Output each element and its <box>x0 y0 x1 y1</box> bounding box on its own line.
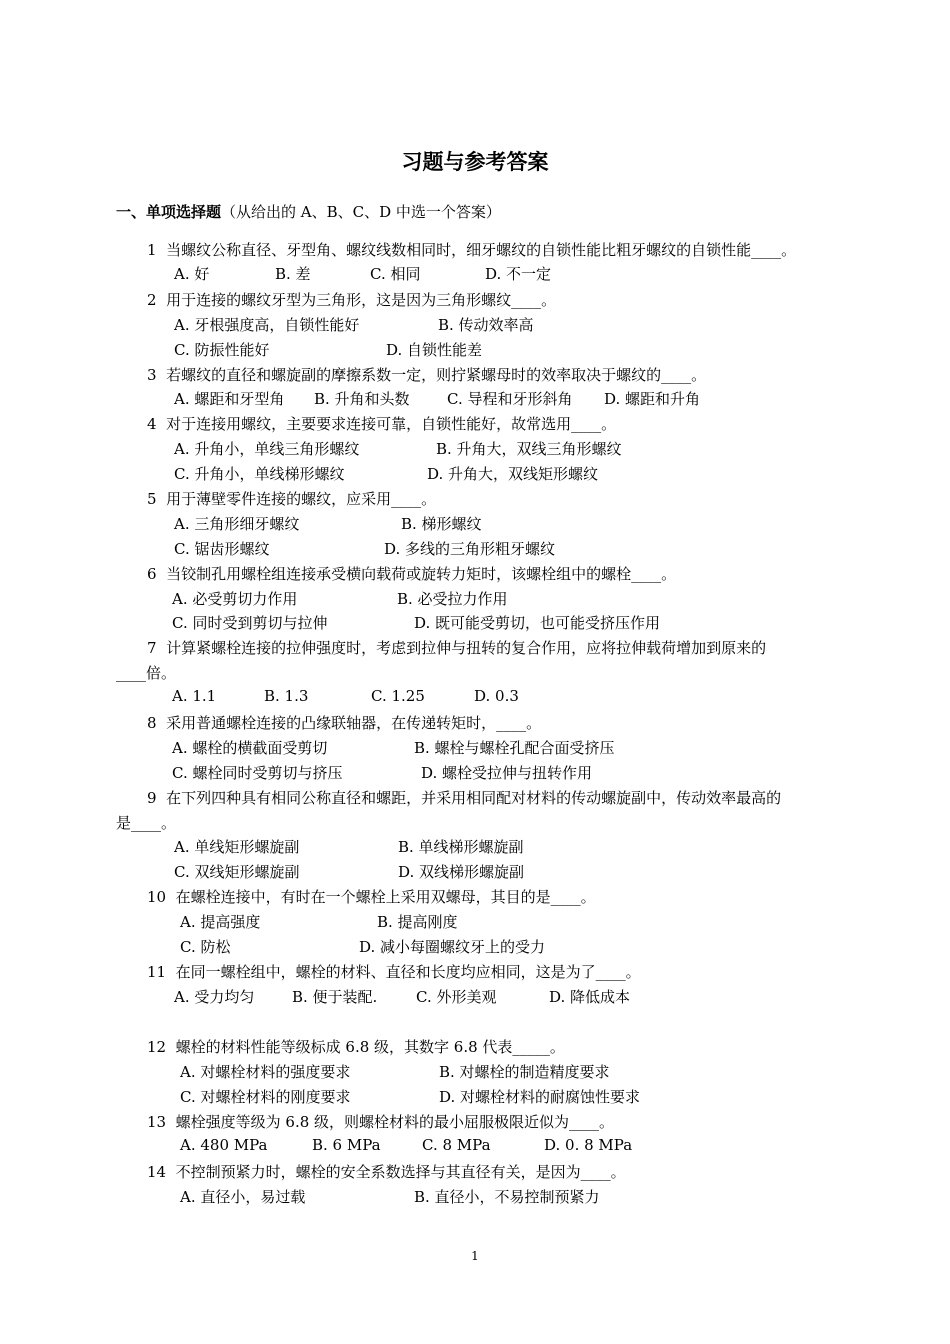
option: A. 直径小，易过载 <box>180 1188 306 1206</box>
option: A. 对螺栓材料的强度要求 <box>180 1063 351 1081</box>
option: D. 0.3 <box>474 687 519 705</box>
option: A. 1.1 <box>172 687 217 705</box>
option: B. 提高刚度 <box>377 913 458 931</box>
question-9: 9 在下列四种具有相同公称直径和螺距，并采用相同配对材料的传动螺旋副中，传动效率最高的 <box>147 789 782 807</box>
option: D. 螺栓受拉伸与扭转作用 <box>421 764 593 782</box>
option: C. 锯齿形螺纹 <box>174 540 270 558</box>
page-number: 1 <box>471 1249 479 1263</box>
option: C. 导程和牙形斜角 <box>447 390 573 408</box>
option: B. 1.3 <box>264 687 309 705</box>
option: A. 受力均匀 <box>174 988 255 1006</box>
option: A. 必受剪切力作用 <box>172 590 298 608</box>
option: A. 480 MPa <box>180 1136 268 1154</box>
question-8: 8 采用普通螺栓连接的凸缘联轴器，在传递转矩时，____。 <box>147 714 542 732</box>
option: A. 单线矩形螺旋副 <box>174 838 300 856</box>
option: A. 螺栓的横截面受剪切 <box>172 739 328 757</box>
option: D. 减小每圈螺纹牙上的受力 <box>359 938 546 956</box>
option: C. 双线矩形螺旋副 <box>174 863 300 881</box>
option: D. 升角大，双线矩形螺纹 <box>427 465 599 483</box>
question-7: 7 计算紧螺栓连接的拉伸强度时，考虑到拉伸与扭转的复合作用，应将拉伸载荷增加到原来的 <box>147 639 767 657</box>
question-14: 14 不控制预紧力时，螺栓的安全系数选择与其直径有关，是因为____。 <box>147 1163 626 1181</box>
option: A. 螺距和牙型角 <box>174 390 285 408</box>
section-heading <box>116 201 501 222</box>
option: C. 8 MPa <box>422 1136 491 1154</box>
option: D. 0. 8 MPa <box>544 1136 633 1154</box>
option: C. 1.25 <box>371 687 425 705</box>
question-4: 4 对于连接用螺纹，主要要求连接可靠，自锁性能好，故常选用____。 <box>147 415 617 433</box>
question-10: 10 在螺栓连接中，有时在一个螺栓上采用双螺母，其目的是____。 <box>147 888 596 906</box>
option: C. 升角小，单线梯形螺纹 <box>174 465 345 483</box>
question-2: 2 用于连接的螺纹牙型为三角形，这是因为三角形螺纹____。 <box>147 291 557 309</box>
option: B. 差 <box>275 265 311 283</box>
option: B. 升角和头数 <box>314 390 410 408</box>
question-1: 1 当螺纹公称直径、牙型角、螺纹线数相同时，细牙螺纹的自锁性能比粗牙螺纹的自锁性能____。 <box>147 241 797 259</box>
question-12: 12 螺栓的材料性能等级标成 6.8 级，其数字 6.8 代表_____。 <box>147 1038 565 1056</box>
option: A. 好 <box>174 265 210 283</box>
option: B. 便于装配. <box>292 988 378 1006</box>
option: D. 螺距和升角 <box>604 390 701 408</box>
option: C. 对螺栓材料的刚度要求 <box>180 1088 351 1106</box>
option: B. 6 MPa <box>312 1136 381 1154</box>
option: B. 直径小，不易控制预紧力 <box>414 1188 600 1206</box>
option: C. 防松 <box>180 938 231 956</box>
option: B. 单线梯形螺旋副 <box>398 838 524 856</box>
question-3: 3 若螺纹的直径和螺旋副的摩擦系数一定，则拧紧螺母时的效率取决于螺纹的____。 <box>147 366 707 384</box>
section-title: 一、单项选择题 <box>116 203 222 221</box>
section-note: （从给出的 A、B、C、D 中选一个答案） <box>221 203 501 221</box>
option: C. 同时受到剪切与拉伸 <box>172 614 328 632</box>
option: C. 螺栓同时受剪切与挤压 <box>172 764 343 782</box>
option: D. 不一定 <box>485 265 552 283</box>
question-11: 11 在同一螺栓组中，螺栓的材料、直径和长度均应相同，这是为了____。 <box>147 963 641 981</box>
question-5: 5 用于薄壁零件连接的螺纹，应采用____。 <box>147 490 437 508</box>
option: A. 牙根强度高，自锁性能好 <box>174 316 360 334</box>
option: D. 多线的三角形粗牙螺纹 <box>384 540 556 558</box>
option: D. 自锁性能差 <box>386 341 483 359</box>
option: C. 相同 <box>370 265 421 283</box>
option: B. 传动效率高 <box>438 316 534 334</box>
option: A. 升角小，单线三角形螺纹 <box>174 440 360 458</box>
option: A. 提高强度 <box>180 913 261 931</box>
option: B. 梯形螺纹 <box>401 515 482 533</box>
option: C. 外形美观 <box>416 988 497 1006</box>
question-9-continuation: 是____。 <box>116 814 177 832</box>
option: D. 既可能受剪切，也可能受挤压作用 <box>414 614 661 632</box>
option: B. 升角大，双线三角形螺纹 <box>436 440 622 458</box>
option: B. 必受拉力作用 <box>397 590 508 608</box>
option: B. 对螺栓的制造精度要求 <box>439 1063 610 1081</box>
question-13: 13 螺栓强度等级为 6.8 级，则螺栓材料的最小屈服极限近似为____。 <box>147 1113 615 1131</box>
question-7-continuation: ____倍。 <box>116 664 177 682</box>
page-title: 习题与参考答案 <box>401 150 549 174</box>
option: D. 对螺栓材料的耐腐蚀性要求 <box>439 1088 641 1106</box>
option: B. 螺栓与螺栓孔配合面受挤压 <box>414 739 615 757</box>
option: C. 防振性能好 <box>174 341 270 359</box>
question-6: 6 当铰制孔用螺栓组连接承受横向载荷或旋转力矩时，该螺栓组中的螺栓____。 <box>147 565 677 583</box>
option: D. 双线梯形螺旋副 <box>398 863 525 881</box>
option: A. 三角形细牙螺纹 <box>174 515 300 533</box>
option: D. 降低成本 <box>549 988 631 1006</box>
